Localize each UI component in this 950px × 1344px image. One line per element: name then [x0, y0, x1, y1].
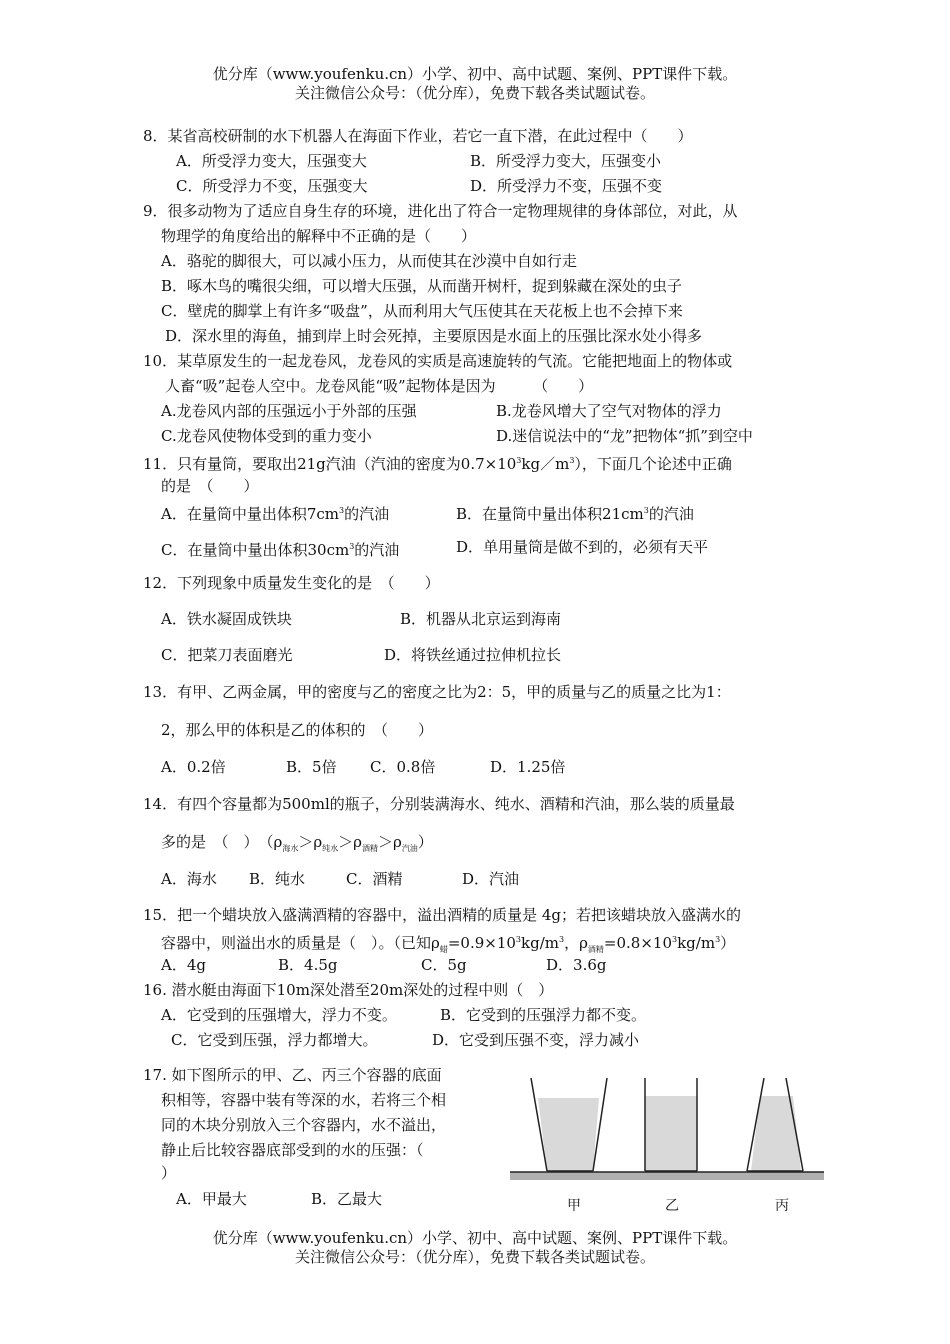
- q9-option-d: D．深水里的海鱼，捕到岸上时会死掉，主要原因是水面上的压强比深水处小得多: [165, 327, 703, 345]
- q10-stem-2: 人畜“吸”起卷人空中。龙卷风能“吸”起物体是因为 （ ）: [165, 377, 594, 395]
- container-jia-water: [538, 1098, 599, 1171]
- q16-option-b: B．它受到的压强浮力都不变。: [440, 1006, 647, 1024]
- q13-stem-1: 13．有甲、乙两金属，甲的密度与乙的密度之比为2：5，甲的质量与乙的质量之比为1：: [143, 683, 731, 701]
- q11-stem-2: 的是 （ ）: [161, 477, 259, 495]
- q12-stem: 12．下列现象中质量发生变化的是 （ ）: [143, 574, 440, 592]
- q16-option-a: A．它受到的压强增大，浮力不变。: [161, 1006, 397, 1024]
- q15-option-c: C．5g: [421, 956, 467, 974]
- q14-option-b: B．纯水: [249, 870, 306, 888]
- q12-option-a: A．铁水凝固成铁块: [161, 610, 292, 628]
- q11-option-a: A．在量筒中量出体积$7cm^3$的汽油: [161, 505, 390, 523]
- q17-stem-1: 17. 如下图所示的甲、乙、丙三个容器的底面: [143, 1066, 442, 1084]
- ground: [510, 1172, 824, 1180]
- q8-option-d: D．所受浮力不变，压强不变: [470, 177, 663, 195]
- q8-option-c: C．所受浮力不变，压强变大: [176, 177, 368, 195]
- container-yi-water: [645, 1096, 697, 1171]
- q9-option-a: A．骆驼的脚很大，可以减小压力，从而使其在沙漠中自如行走: [161, 252, 577, 270]
- containers-svg: [505, 1072, 827, 1222]
- header-line-1: 优分库（www.youfenku.cn）小学、初中、高中试题、案例、PPT课件下载。: [212, 65, 738, 83]
- q10-option-c: C.龙卷风使物体受到的重力变小: [161, 427, 372, 445]
- q13-option-a: A．0.2倍: [161, 758, 226, 776]
- q15-option-a: A．4g: [161, 956, 206, 974]
- q11-option-d: D．单用量筒是做不到的，必须有天平: [456, 538, 709, 556]
- q15-option-d: D．3.6g: [546, 956, 607, 974]
- q14-stem-2: 多的是 （ ） $(\rho_{海水}>\rho_{纯水}>\rho_{酒精}>\rho_{汽油})$: [161, 833, 433, 853]
- q17-stem-5: ）: [161, 1164, 177, 1182]
- q16-stem: 16. 潜水艇由海面下10m深处潜至20m深处的过程中则（ ）: [143, 981, 554, 999]
- q9-stem-2: 物理学的角度给出的解释中不正确的是（ ）: [161, 227, 477, 245]
- q13-stem-2: 2，那么甲的体积是乙的体积的 （ ）: [161, 721, 434, 739]
- q14-option-c: C．酒精: [346, 870, 403, 888]
- q17-stem-2: 积相等，容器中装有等深的水，若将三个相: [161, 1091, 447, 1109]
- q14-stem-1: 14．有四个容量都为500ml的瓶子，分别装满海水、纯水、酒精和汽油，那么装的质量最: [143, 795, 735, 813]
- q15-stem-2: 容器中，则溢出水的质量是（ ）。（已知$\rho_蜡=0.9\times 10^3kg/m^3$，$\rho_{酒精}=0.8\times 10^3kg/m^3$）: [161, 934, 736, 954]
- q17-stem-3: 同的木块分别放入三个容器内，水不溢出，: [161, 1116, 447, 1134]
- containers-figure: [505, 1072, 827, 1222]
- q15-option-b: B．4.5g: [278, 956, 338, 974]
- q8-option-b: B．所受浮力变大，压强变小: [470, 152, 662, 170]
- q13-option-d: D．1.25倍: [490, 758, 566, 776]
- q15-stem-1: 15．把一个蜡块放入盛满酒精的容器中，溢出酒精的质量是 4g；若把该蜡块放入盛满水的: [143, 906, 742, 924]
- q14-option-d: D．汽油: [462, 870, 520, 888]
- q12-option-c: C．把菜刀表面磨光: [161, 646, 293, 664]
- q9-option-c: C．壁虎的脚掌上有许多“吸盘”，从而利用大气压使其在天花板上也不会掉下来: [161, 302, 683, 320]
- q10-option-b: B.龙卷风增大了空气对物体的浮力: [496, 402, 722, 420]
- q11-stem-1: 11．只有量筒，要取出21g汽油（汽油的密度为$0.7\times 10^3kg/m^3$），下面几个论述中正确: [143, 455, 732, 473]
- q13-option-c: C．0.8倍: [370, 758, 436, 776]
- footer-line-2: 关注微信公众号：（优分库），免费下载各类试题试卷。: [294, 1248, 655, 1266]
- q17-option-a: A．甲最大: [176, 1190, 247, 1208]
- label-yi: 乙: [665, 1198, 679, 1214]
- q17-stem-4: 静止后比较容器底部受到的水的压强：（: [161, 1141, 424, 1159]
- q10-stem-1: 10．某草原发生的一起龙卷风，龙卷风的实质是高速旋转的气流。它能把地面上的物体或: [143, 352, 733, 370]
- q9-stem-1: 9．很多动物为了适应自身生存的环境，进化出了符合一定物理规律的身体部位，对此，从: [143, 202, 738, 220]
- q16-option-c: C．它受到压强，浮力都增大。: [171, 1031, 378, 1049]
- q16-option-d: D．它受到压强不变，浮力减小: [432, 1031, 640, 1049]
- q11-option-b: B．在量筒中量出体积$21cm^3$的汽油: [456, 505, 694, 523]
- q17-option-b: B．乙最大: [311, 1190, 383, 1208]
- header-line-2: 关注微信公众号：（优分库），免费下载各类试题试卷。: [294, 84, 655, 102]
- q12-option-b: B．机器从北京运到海南: [400, 610, 562, 628]
- footer-line-1: 优分库（www.youfenku.cn）小学、初中、高中试题、案例、PPT课件下载。: [212, 1229, 738, 1247]
- q8-stem: 8．某省高校研制的水下机器人在海面下作业，若它一直下潜，在此过程中（ ）: [143, 127, 693, 145]
- q10-option-d: D.迷信说法中的“龙”把物体“抓”到空中: [496, 427, 753, 445]
- q13-option-b: B．5倍: [286, 758, 337, 776]
- label-jia: 甲: [567, 1198, 581, 1214]
- q14-option-a: A．海水: [161, 870, 217, 888]
- label-bing: 丙: [775, 1198, 789, 1214]
- q12-option-d: D．将铁丝通过拉伸机拉长: [384, 646, 562, 664]
- q11-option-c: C．在量筒中量出体积$30cm^3$的汽油: [161, 541, 400, 559]
- q10-option-a: A.龙卷风内部的压强远小于外部的压强: [161, 402, 417, 420]
- q8-option-a: A．所受浮力变大，压强变大: [176, 152, 367, 170]
- q9-option-b: B．啄木鸟的嘴很尖细，可以增大压强，从而凿开树杆，捉到躲藏在深处的虫子: [161, 277, 683, 295]
